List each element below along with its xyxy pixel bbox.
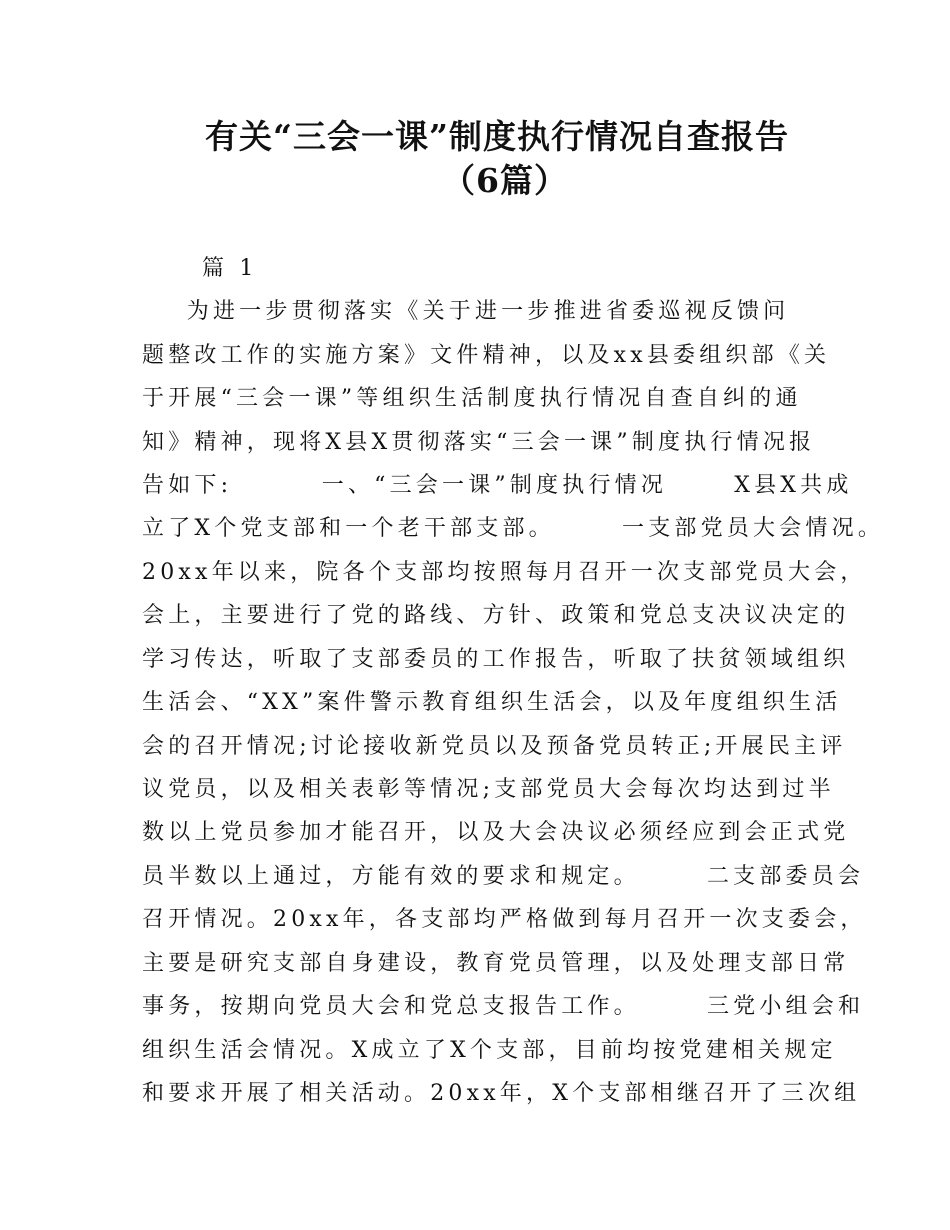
- body-line: 为进一步贯彻落实《关于进一步推进省委巡视反馈问: [142, 299, 790, 324]
- body-line: 知》精神，现将X县X贯彻落实“三会一课”制度执行情况报: [142, 430, 816, 455]
- body-line: 学习传达，听取了支部委员的工作报告，听取了扶贫领域组织: [142, 647, 850, 672]
- body-line: 议党员，以及相关表彰等情况;支部党员大会每次均达到过半: [142, 777, 835, 802]
- body-line: 召开情况。20xx年，各支部均严格做到每月召开一次支委会，: [142, 907, 867, 932]
- body-line: 20xx年以来，院各个支部均按照每月召开一次支部党员大会，: [142, 560, 867, 585]
- body-line: 和要求开展了相关活动。20xx年，X个支部相继召开了三次组: [142, 1081, 861, 1106]
- document-title: 有关“三会一课”制度执行情况自查报告: [205, 117, 789, 156]
- body-line: 会的召开情况;讨论接收新党员以及预备党员转正;开展民主评: [142, 734, 847, 759]
- body-line: 事务，按期向党员大会和党总支报告工作。 三党小组会和: [142, 994, 865, 1019]
- body-line: 告如下: 一、“三会一课”制度执行情况 X县X共成: [142, 473, 853, 498]
- body-line: 员半数以上通过，方能有效的要求和规定。 二支部委员会: [142, 864, 865, 889]
- body-line: 于开展“三会一课”等组织生活制度执行情况自查自纠的通: [142, 386, 802, 411]
- body-line: 数以上党员参加才能召开，以及大会决议必须经应到会正式党: [142, 820, 850, 845]
- body-line: 生活会、“XX”案件警示教育组织生活会，以及年度组织生活: [142, 690, 842, 715]
- body-line: 立了X个党支部和一个老干部支部。 一支部党员大会情况。: [142, 516, 885, 541]
- body-line: 组织生活会情况。X成立了X个支部，目前均按党建相关规定: [142, 1038, 837, 1063]
- body-line: 主要是研究支部自身建设，教育党员管理，以及处理支部日常: [142, 951, 850, 976]
- body-line: 会上，主要进行了党的路线、方针、政策和党总支决议决定的: [142, 603, 850, 628]
- document-title-subtitle: （6篇）: [442, 161, 568, 200]
- body-line: 题整改工作的实施方案》文件精神，以及xx县委组织部《关: [142, 343, 831, 368]
- section-heading: 篇 1: [202, 256, 258, 281]
